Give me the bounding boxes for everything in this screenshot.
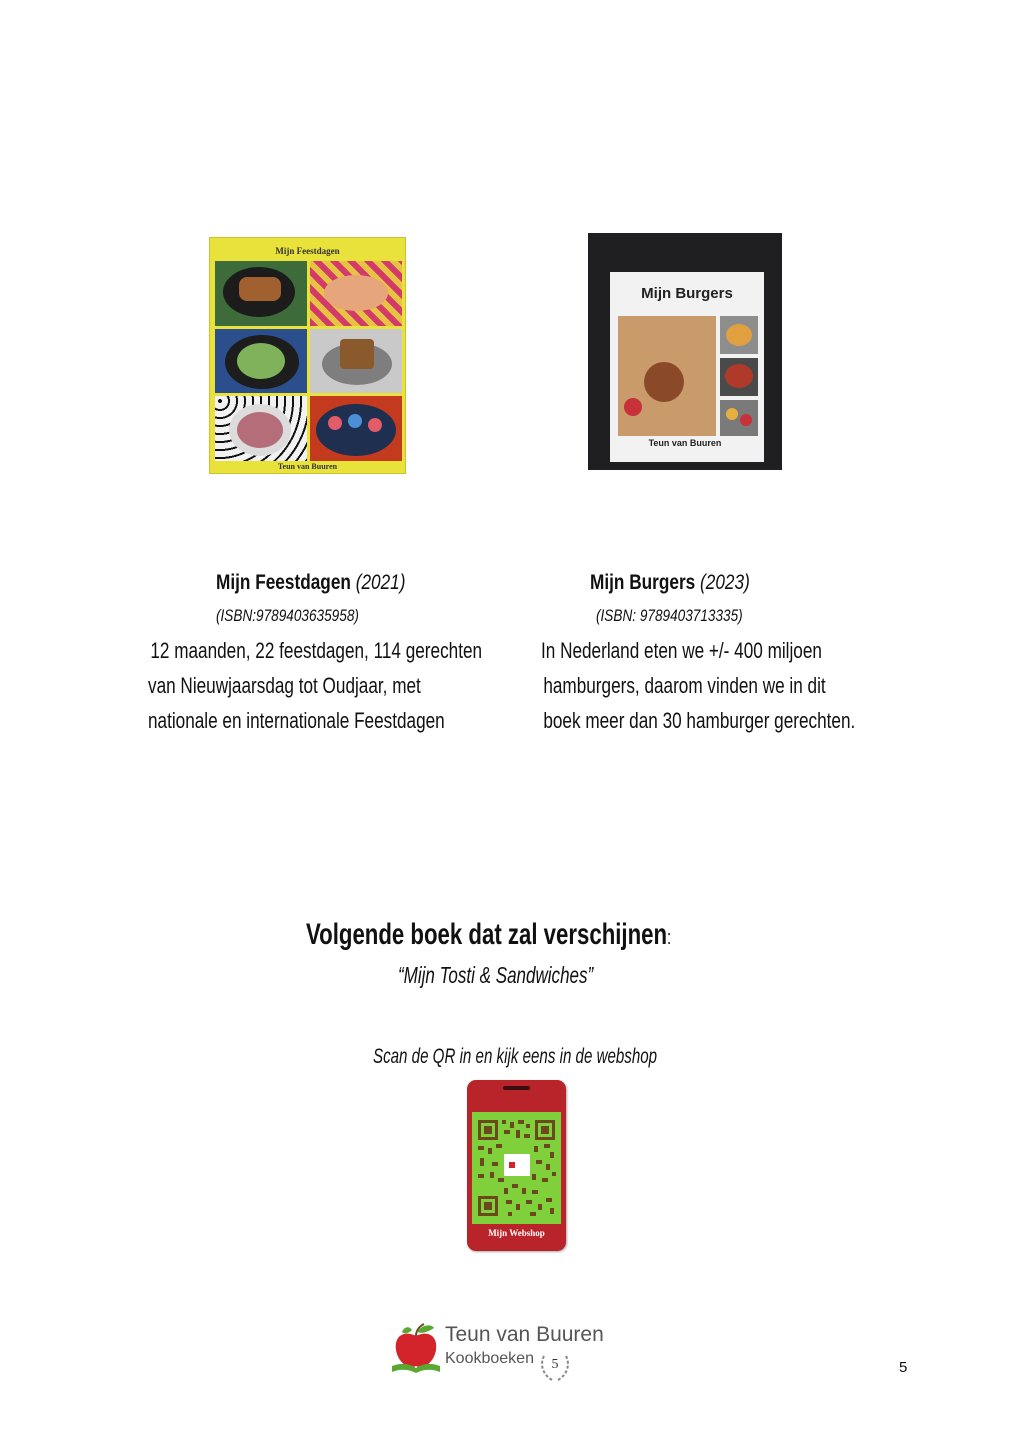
laurel-badge-icon [538,1350,572,1384]
cover-title: Mijn Feestdagen [275,246,340,256]
fries-photo [720,400,758,436]
description-line: hamburgers, daarom vinden we in dit [543,673,826,698]
cover-photo-grid [215,261,402,461]
cover-title: Mijn Burgers [641,285,733,302]
phone-label: Mijn Webshop [488,1228,545,1238]
next-book-heading: Volgende boek dat zal verschijnen: [306,918,672,951]
cover-author: Teun van Buuren [648,438,722,448]
food-photo [215,329,307,394]
description-line: 12 maanden, 22 feestdagen, 114 gerechten [150,638,483,663]
page-number: 5 [899,1359,908,1376]
description-line: In Nederland eten we +/- 400 miljoen [541,638,822,663]
book-title-feestdagen: Mijn Feestdagen (2021) [216,571,406,594]
badge-number: 5 [551,1357,559,1372]
publisher-logo [390,1320,620,1386]
book-isbn: (ISBN:9789403635958) [216,606,359,625]
book-description [541,633,855,738]
cover-author: Teun van Buuren [277,462,338,471]
qr-instruction: Scan de QR in en kijk eens in de webshop [373,1045,658,1068]
soup-photo [720,316,758,354]
qr-code-icon [472,1112,561,1224]
burger-box-photo [618,316,716,436]
apple-book-icon [390,1322,442,1374]
food-photo [310,261,402,326]
food-photo [215,396,307,461]
food-photo [310,329,402,394]
book-year: (2023) [700,571,750,594]
book-description [148,633,482,738]
next-book-title: “Mijn Tosti & Sandwiches” [398,962,594,988]
book-year: (2021) [355,571,406,594]
description-line: boek meer dan 30 hamburger gerechten. [543,708,856,733]
logo-name: Teun van Buuren [445,1323,604,1346]
food-photo [215,261,307,326]
book-cover-mijn-burgers [588,233,782,470]
book-isbn: (ISBN: 9789403713335) [596,606,743,625]
phone-speaker [503,1086,530,1090]
description-line: van Nieuwjaarsdag tot Oudjaar, met [148,673,421,698]
book-cover-mijn-feestdagen [209,237,406,474]
description-line: nationale en internationale Feestdagen [148,708,445,733]
bowl-photo [720,358,758,396]
book-title-burgers: Mijn Burgers (2023) [590,571,750,594]
cover-panel [610,272,764,462]
webshop-qr-phone[interactable] [467,1080,566,1251]
logo-subtitle: Kookboeken [445,1350,534,1367]
food-photo [310,396,402,461]
